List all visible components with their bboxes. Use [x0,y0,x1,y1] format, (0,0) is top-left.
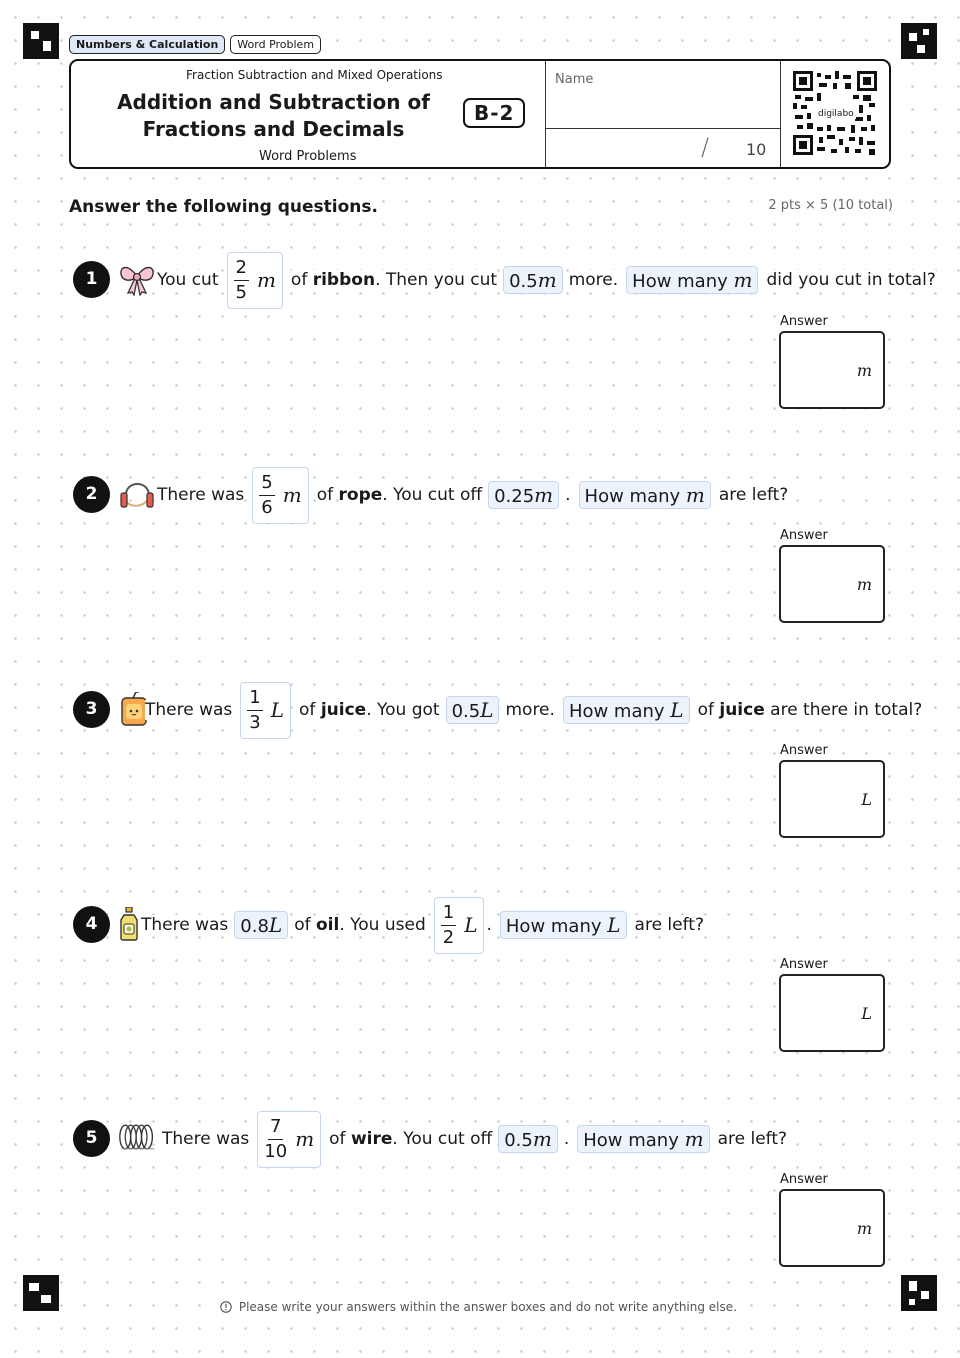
header-divider [545,128,780,129]
wire-coil-icon [118,1120,156,1154]
answer-unit: m [856,1219,872,1238]
fraction-value [240,682,291,739]
question-number: 2 [73,476,110,513]
text-segment: You cut [157,270,219,290]
decimal-value [503,266,563,294]
question-text [141,895,704,955]
answer-label: Answer [780,957,828,972]
text-segment: of [697,700,714,720]
text-segment: more. [568,270,619,290]
question-5 [0,1109,960,1324]
score-max: 10 [746,140,767,159]
question-number: 5 [73,1120,110,1157]
text-segment: are there in total? [770,700,923,720]
tag-type: Word Problem [230,35,321,54]
decimal-number: 0.8 [240,916,269,937]
question-prompt [577,1125,709,1153]
page-title [101,89,446,143]
text-segment: . You cut off [392,1129,493,1149]
footer-note [0,1300,960,1314]
answer-box[interactable] [779,545,885,623]
keyword: oil [316,915,340,935]
score-field[interactable] [547,131,697,165]
prompt-text: How many [632,271,728,292]
question-prompt [579,481,711,509]
fraction-value [252,467,308,524]
points-info: 2 pts × 5 (10 total) [768,198,893,213]
fraction-value [434,897,485,954]
text-segment: are left? [634,915,704,935]
text-segment: . [565,485,571,505]
prompt-text: How many [584,486,681,507]
keyword: juice [320,700,367,720]
prompt-unit: L [670,698,684,722]
registration-marker-top-right [901,23,937,59]
question-text [145,680,922,740]
decimal-number: 0.5 [509,271,538,292]
decimal-value [488,481,559,509]
text-segment: did you cut in total? [766,270,936,290]
fraction-unit: L [270,698,285,722]
text-segment: . [486,915,492,935]
text-segment: . Then you cut [375,270,498,290]
question-1 [0,250,960,465]
fraction-denominator: 3 [249,711,261,733]
question-4 [0,895,960,1110]
qr-label: digilabo [818,109,854,119]
ribbon-icon [118,262,156,296]
text-segment: . You got [366,700,440,720]
header-subtitle: Fraction Subtraction and Mixed Operations [186,68,443,82]
text-segment: of [329,1129,346,1149]
answer-unit: m [856,361,872,380]
answer-label: Answer [780,1172,828,1187]
fraction-unit: m [256,268,276,292]
fraction-value [257,1111,321,1168]
answer-box[interactable] [779,1189,885,1267]
question-prompt [563,696,690,724]
keyword: wire [350,1129,393,1149]
decimal-value [234,911,288,939]
header-category: Word Problems [259,149,357,164]
fraction-denominator: 2 [442,926,455,948]
fraction-denominator: 10 [264,1140,288,1162]
text-segment: are left? [718,485,789,505]
prompt-text: How many [505,916,602,937]
question-number: 4 [73,906,110,943]
keyword: juice [719,700,765,720]
prompt-unit: L [607,913,621,937]
keyword: ribbon [312,270,376,290]
fraction-numerator: 5 [259,471,274,496]
worksheet-code-badge: B-2 [463,98,525,128]
question-text [157,465,788,525]
question-text [157,250,936,310]
text-segment: There was [157,485,245,505]
answer-box[interactable] [779,331,885,409]
fraction-numerator: 7 [268,1115,283,1140]
fraction-unit: L [464,913,478,937]
decimal-unit: m [537,268,557,292]
answer-label: Answer [780,314,828,329]
text-segment: of [316,485,334,505]
prompt-unit: m [685,483,705,507]
header-divider [545,61,546,167]
title-line-1: Addition and Subtraction of [117,90,430,114]
prompt-text: How many [568,701,665,722]
fraction-denominator: 5 [235,281,247,303]
tag-category: Numbers & Calculation [69,35,225,54]
text-segment: of [294,915,311,935]
answer-label: Answer [780,743,828,758]
decimal-number: 0.5 [451,701,481,722]
name-field[interactable] [547,91,779,127]
fraction-denominator: 6 [261,496,273,518]
decimal-number: 0.25 [494,486,535,507]
registration-marker-top-left [23,23,59,59]
text-segment: more. [505,700,555,720]
decimal-unit: m [534,483,554,507]
text-segment: of [290,270,308,290]
name-field-label: Name [555,72,594,87]
answer-box[interactable] [779,760,885,838]
text-segment: There was [141,915,229,935]
text-segment: There was [162,1129,250,1149]
question-text [162,1109,787,1169]
text-segment: . You used [339,915,426,935]
answer-label: Answer [780,528,828,543]
decimal-unit: m [532,1127,552,1151]
instructions: Answer the following questions. [69,197,382,217]
answer-box[interactable] [779,974,885,1052]
text-segment: There was [145,700,233,720]
worksheet-header [69,59,891,169]
fraction-value [227,252,283,309]
prompt-text: How many [583,1130,679,1151]
fraction-unit: m [282,483,302,507]
text-segment: . [563,1129,570,1149]
answer-unit: L [861,1004,872,1023]
fraction-numerator: 2 [234,256,249,281]
prompt-unit: m [684,1127,704,1151]
jump-rope-icon [118,477,156,511]
text-segment: . You cut off [382,485,483,505]
answer-unit: L [861,790,872,809]
title-line-2: Fractions and Decimals [142,117,405,141]
decimal-unit: L [480,698,494,722]
question-2 [0,465,960,680]
info-icon [220,1301,232,1313]
text-segment: are left? [717,1129,788,1149]
fraction-unit: m [295,1127,315,1151]
question-3 [0,680,960,895]
question-number: 1 [73,261,110,298]
decimal-value [446,696,500,724]
question-prompt [500,911,627,939]
decimal-unit: L [268,913,283,937]
keyword: rope [338,485,383,505]
question-number: 3 [73,691,110,728]
score-slash: / [701,133,710,161]
decimal-number: 0.5 [504,1130,533,1151]
decimal-value [498,1125,558,1153]
prompt-unit: m [733,268,753,292]
fraction-numerator: 1 [247,686,262,711]
answer-unit: m [856,575,872,594]
text-segment: of [299,700,316,720]
category-tags [69,35,321,54]
header-divider [780,61,781,167]
question-prompt [626,266,758,294]
fraction-numerator: 1 [441,901,456,926]
footer-text: Please write your answers within the answer boxes and do not write anything else. [236,1300,740,1314]
